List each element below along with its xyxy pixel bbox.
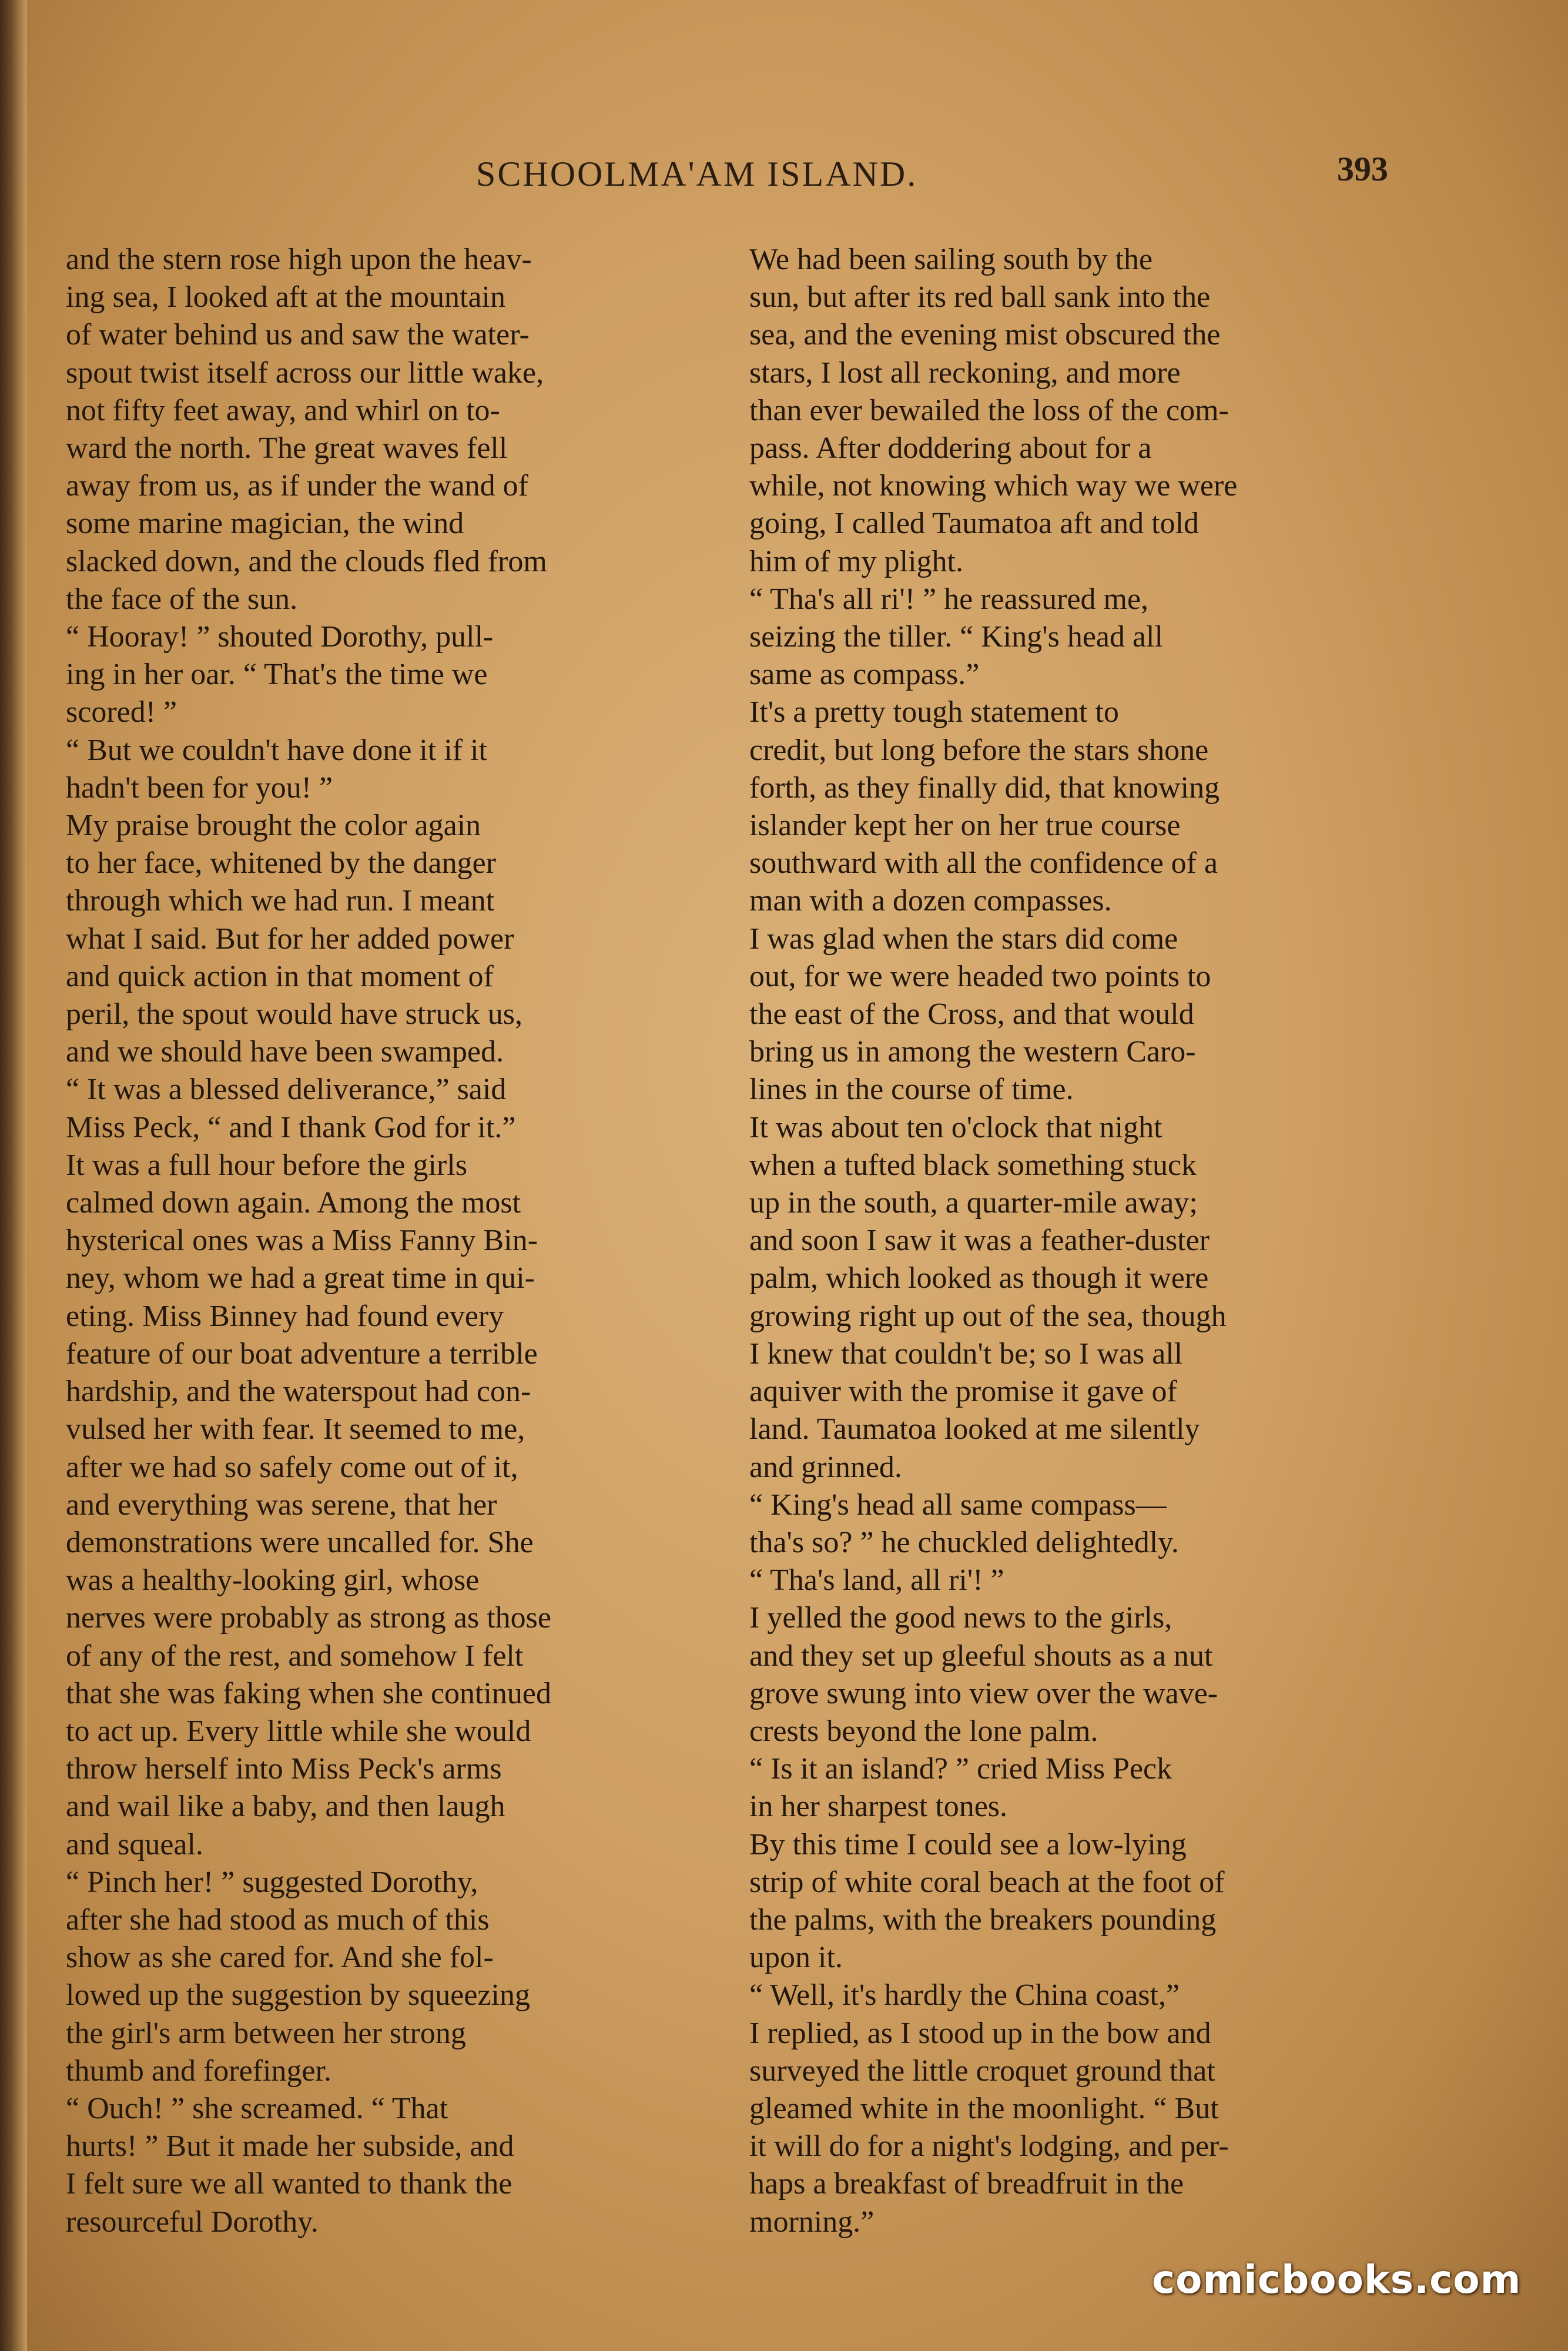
text-column-right xyxy=(749,241,1384,2241)
watermark: comicbooks.com xyxy=(1152,2257,1522,2302)
column-text: and the stern rose high upon the heav- ing sea, I looked aft at the mountain of water behind us and saw the water- spout twist itself across our little wake, not fifty feet away, and whirl on to- ward the north. The great waves fell away from us, as if under the wand of some marine magician, the wind slacked down, and the clouds fled from the face of the sun. “ Hooray! ” shouted Dorothy, pull- ing in her oar. “ That's the time we scored! ” “ But we couldn't have done it if it hadn't been for you! ” My praise brought the color again to her face, whitened by the danger through which we had run. I meant what I said. But for her added power and quick action in that moment of peril, the spout would have struck us, and we should have been swamped. “ It was a blessed deliverance,” said Miss Peck, “ and I thank God for it.” It was a full hour before the girls calmed down again. Among the most hysterical ones was a Miss Fanny Bin- ney, whom we had a great time in qui- eting. Miss Binney had found every feature of our boat adventure a terrible hardship, and the waterspout had con- vulsed her with fear. It seemed to me, after we had so safely come out of it, and everything was serene, that her demonstrations were uncalled for. She was a healthy-looking girl, whose nerves were probably as strong as those of any of the rest, and somehow I felt that she was faking when she continued to act up. Every little while she would throw herself into Miss Peck's arms and wail like a baby, and then laugh and squeal. “ Pinch her! ” suggested Dorothy, after she had stood as much of this show as she cared for. And she fol- lowed up the suggestion by squeezing the girl's arm between her strong thumb and forefinger. “ Ouch! ” she screamed. “ That hurts! ” But it made her subside, and I felt sure we all wanted to thank the resourceful Dorothy. xyxy=(66,243,552,2239)
column-text: We had been sailing south by the sun, but after its red ball sank into the sea, and the evening mist obscured the stars, I lost all reckoning, and more than ever bewailed the loss of the com- pass. After doddering about for a while, not knowing which way we were going, I called Taumatoa aft and told him of my plight. “ Tha's all ri'! ” he reassured me, seizing the tiller. “ King's head all same as compass.” It's a pretty tough statement to credit, but long before the stars shone forth, as they finally did, that knowing islander kept her on her true course southward with all the confidence of a man with a dozen compasses. I was glad when the stars did come out, for we were headed two points to the east of the Cross, and that would bring us in among the western Caro- lines in the course of time. It was about ten o'clock that night when a tufted black something stuck up in the south, a quarter-mile away; and soon I saw it was a feather-duster palm, which looked as though it were growing right up out of the sea, though I knew that couldn't be; so I was all aquiver with the promise it gave of land. Taumatoa looked at me silently and grinned. “ King's head all same compass— tha's so? ” he chuckled delightedly. “ Tha's land, all ri'! ” I yelled the good news to the girls, and they set up gleeful shouts as a nut grove swung into view over the wave- crests beyond the lone palm. “ Is it an island? ” cried Miss Peck in her sharpest tones. By this time I could see a low-lying strip of white coral beach at the foot of the palms, with the breakers pounding upon it. “ Well, it's hardly the China coast,” I replied, as I stood up in the bow and surveyed the little croquet ground that gleamed white in the moonlight. “ But it will do for a night's lodging, and per- haps a breakfast of breadfruit in the morning.” xyxy=(749,243,1238,2239)
page-header xyxy=(0,150,1568,207)
running-head: SCHOOLMA'AM ISLAND. xyxy=(476,155,918,193)
page-binding-edge xyxy=(0,0,27,2351)
text-column-left xyxy=(66,241,701,2241)
page-number: 393 xyxy=(1337,150,1388,188)
